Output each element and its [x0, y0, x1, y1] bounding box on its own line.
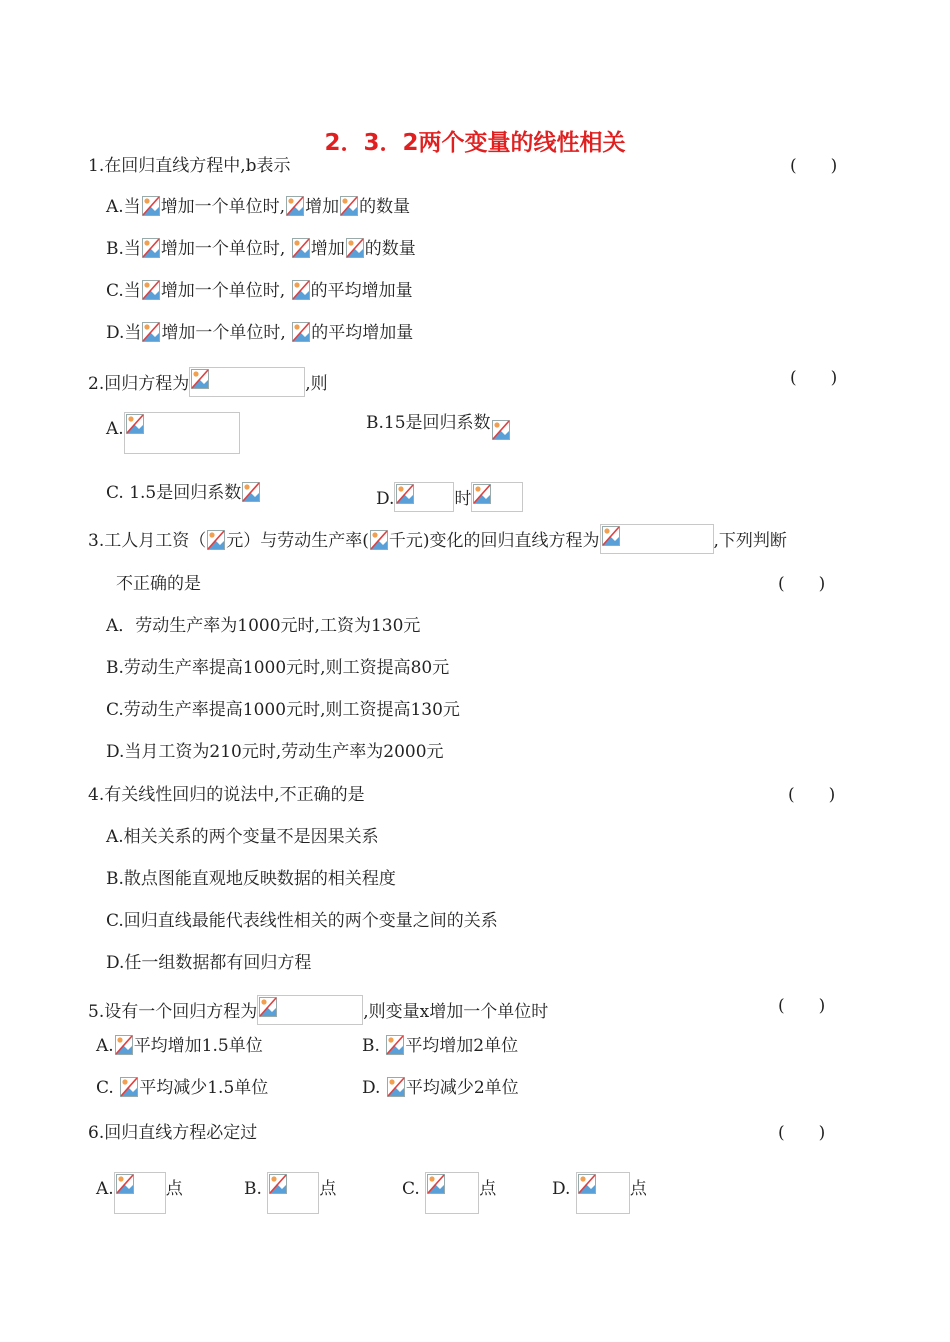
page-title: 2．3．2两个变量的线性相关 — [324, 130, 626, 156]
q1-option-d: D.当 增加一个单位时, 的平均增加量 — [106, 323, 414, 343]
broken-image-icon — [120, 1077, 138, 1097]
q5-option-c: C. 平均减少1.5单位 — [96, 1078, 269, 1098]
q6-option-c: C. 点 — [402, 1172, 496, 1214]
q4-option-b: B.散点图能直观地反映数据的相关程度 — [106, 869, 396, 889]
q2-option-b: B.15是回归系数 — [366, 412, 511, 440]
q1-stem: 1.在回归直线方程中,b表示 — [88, 156, 291, 176]
broken-image-icon — [142, 322, 160, 342]
broken-image-icon — [142, 196, 160, 216]
q4-answer-paren: ( ) — [788, 785, 836, 805]
q3-answer-paren: ( ) — [778, 574, 826, 594]
q3-option-a: A．劳动生产率为1000元时,工资为130元 — [106, 616, 421, 636]
q6-option-a: A. 点 — [96, 1172, 183, 1214]
broken-image-icon — [207, 530, 225, 550]
broken-image-icon — [346, 238, 364, 258]
broken-image-icon — [142, 280, 160, 300]
q4-option-d: D.任一组数据都有回归方程 — [106, 953, 312, 973]
broken-image-icon — [242, 482, 260, 502]
q3-stem: 3.工人月工资（ 元）与劳动生产率( 千元)变化的回归直线方程为 ,下列判断 — [88, 524, 787, 554]
broken-image-icon — [142, 238, 160, 258]
broken-image-icon — [387, 1077, 405, 1097]
q5-option-d: D. 平均减少2单位 — [362, 1078, 519, 1098]
q2-option-d: D. 时 — [376, 482, 523, 512]
formula-image-box — [189, 367, 305, 397]
q6-stem: 6.回归直线方程必定过 — [88, 1123, 258, 1143]
q4-option-a: A.相关关系的两个变量不是因果关系 — [106, 827, 379, 847]
q6-option-b: B. 点 — [244, 1172, 336, 1214]
broken-image-icon — [292, 238, 310, 258]
q5-answer-paren: ( ) — [778, 996, 826, 1016]
formula-image-box — [576, 1172, 630, 1214]
q2-answer-paren: ( ) — [790, 368, 838, 388]
q5-option-b: B. 平均增加2单位 — [362, 1036, 519, 1056]
q4-stem: 4.有关线性回归的说法中,不正确的是 — [88, 785, 365, 805]
broken-image-icon — [492, 420, 510, 440]
formula-image-box — [257, 995, 363, 1025]
broken-image-icon — [340, 196, 358, 216]
q3-option-b: B.劳动生产率提高1000元时,则工资提高80元 — [106, 658, 450, 678]
broken-image-icon — [292, 322, 310, 342]
q1-answer-paren: ( ) — [790, 156, 838, 176]
broken-image-icon — [386, 1035, 404, 1055]
q3-stem-continued: 不正确的是 — [116, 574, 201, 594]
formula-image-box — [124, 412, 240, 454]
q2-option-c: C. 1.5是回归系数 — [106, 482, 261, 504]
q2-stem: 2.回归方程为 ,则 — [88, 367, 328, 397]
formula-image-box — [114, 1172, 166, 1214]
formula-image-box — [600, 524, 714, 554]
q5-option-a: A. 平均增加1.5单位 — [96, 1036, 263, 1056]
q5-stem: 5.设有一个回归方程为 ,则变量x增加一个单位时 — [88, 995, 548, 1025]
broken-image-icon — [286, 196, 304, 216]
q3-option-d: D.当月工资为210元时,劳动生产率为2000元 — [106, 742, 444, 762]
broken-image-icon — [292, 280, 310, 300]
formula-image-box — [425, 1172, 479, 1214]
q6-answer-paren: ( ) — [778, 1123, 826, 1143]
q2-option-a: A. — [106, 412, 240, 454]
q1-option-c: C.当 增加一个单位时, 的平均增加量 — [106, 281, 413, 301]
broken-image-icon — [370, 530, 388, 550]
broken-image-icon — [115, 1035, 133, 1055]
formula-image-box — [394, 482, 454, 512]
q3-option-c: C.劳动生产率提高1000元时,则工资提高130元 — [106, 700, 460, 720]
formula-image-box — [267, 1172, 319, 1214]
q1-option-a: A.当 增加一个单位时, 增加 的数量 — [106, 197, 411, 217]
q4-option-c: C.回归直线最能代表线性相关的两个变量之间的关系 — [106, 911, 498, 931]
q6-option-d: D. 点 — [552, 1172, 647, 1214]
formula-image-box — [471, 482, 523, 512]
q1-option-b: B.当 增加一个单位时, 增加 的数量 — [106, 239, 416, 259]
